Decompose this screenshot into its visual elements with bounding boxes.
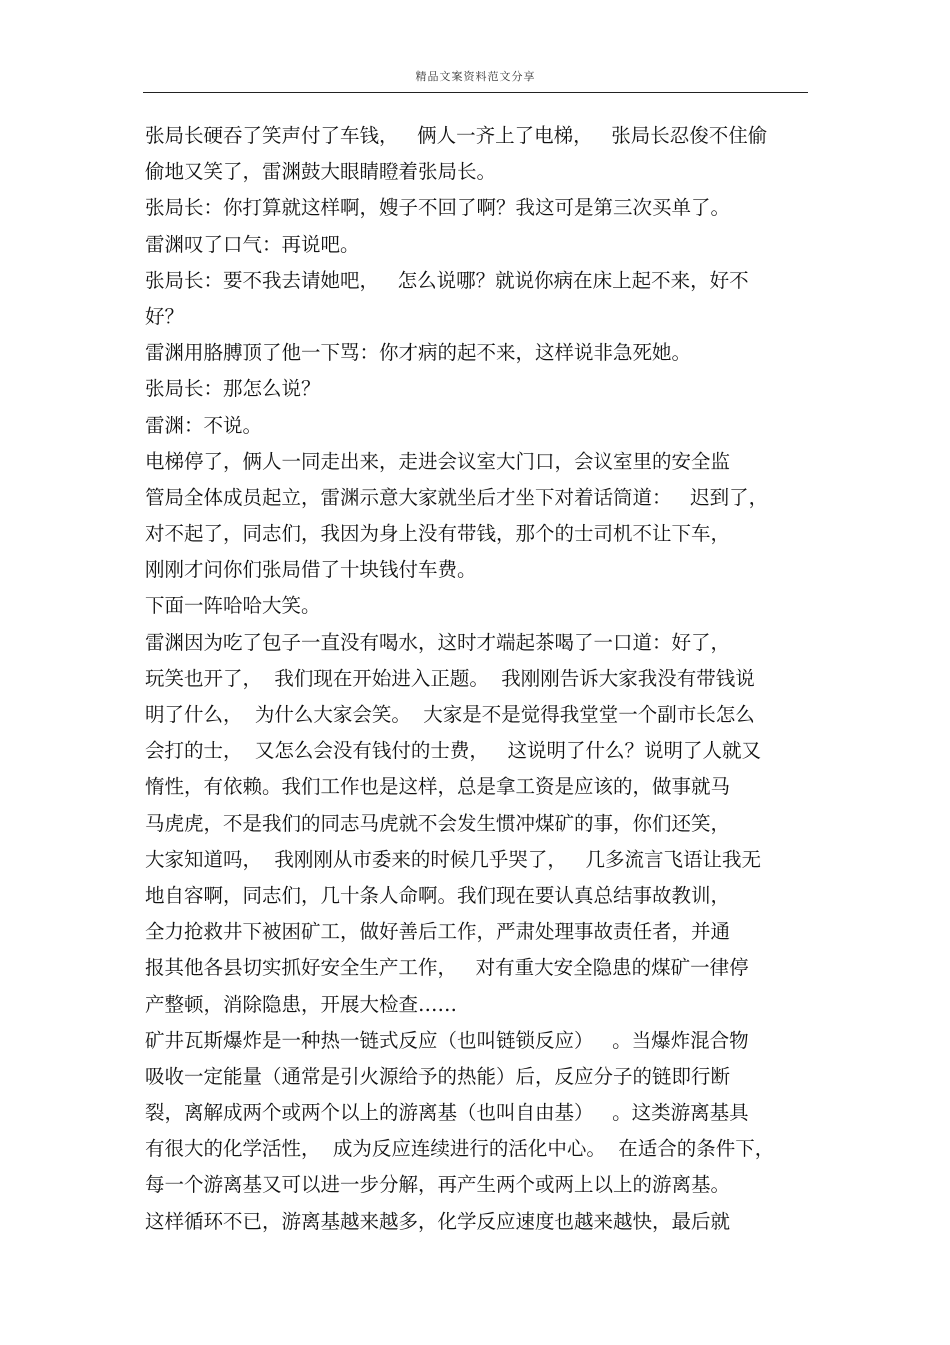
document-body	[145, 118, 810, 1240]
text-line: 雷渊叹了口气：再说吧。	[145, 232, 360, 256]
text-line: 好？	[145, 304, 185, 328]
text-line: 产整顿，消除隐患，开展大检查……	[145, 992, 458, 1016]
text-line: 明了什么， 为什么大家会笑。 大家是不是觉得我堂堂一个副市长怎么	[145, 703, 755, 726]
text-line: 矿井瓦斯爆炸是一种热一链式反应（也叫链锁反应） 。当爆炸混合物	[145, 1028, 749, 1052]
text-line: 张局长：你打算就这样啊，嫂子不回了啊？我这可是第三次买单了。	[145, 196, 731, 220]
text-line: 地自容啊，同志们，几十条人命啊。我们现在要认真总结事故教训，	[145, 883, 731, 907]
text-line: 全力抢救井下被困矿工，做好善后工作，严肃处理事故责任者，并通	[145, 920, 731, 944]
text-line: 吸收一定能量（通常是引火源给予的热能）后，反应分子的链即行断	[145, 1064, 731, 1088]
text-line: 刚刚才问你们张局借了十块钱付车费。	[145, 558, 477, 582]
text-line: 雷渊用胳膊顶了他一下骂：你才病的起不来，这样说非急死她。	[145, 341, 692, 365]
text-line: 玩笑也开了， 我们现在开始进入正题。 我刚刚告诉大家我没有带钱说	[145, 666, 755, 690]
text-line: 雷渊因为吃了包子一直没有喝水，这时才端起茶喝了一口道：好了，	[145, 630, 731, 654]
text-line: 报其他各县切实抓好安全生产工作， 对有重大安全隐患的煤矿一律停	[145, 956, 749, 980]
page-header	[143, 64, 808, 93]
text-line: 裂，离解成两个或两个以上的游离基（也叫自由基） 。这类游离基具	[145, 1101, 749, 1125]
text-line: 有很大的化学活性， 成为反应连续进行的活化中心。 在适合的条件下，	[145, 1137, 775, 1161]
text-line: 会打的士， 又怎么会没有钱付的士费， 这说明了什么？说明了人就又	[145, 739, 761, 763]
text-line: 惰性，有依赖。我们工作也是这样，总是拿工资是应该的，做事就马	[145, 775, 731, 799]
text-line: 每一个游离基又可以进一步分解，再产生两个或两上以上的游离基。	[145, 1173, 731, 1197]
text-line: 下面一阵哈哈大笑。	[145, 594, 321, 618]
text-line: 马虎虎，不是我们的同志马虎就不会发生惯冲煤矿的事，你们还笑，	[145, 811, 731, 835]
text-line: 雷渊：不说。	[145, 413, 263, 437]
text-line: 大家知道吗， 我刚刚从市委来的时候几乎哭了， 几多流言飞语让我无	[145, 847, 761, 871]
text-line: 管局全体成员起立，雷渊示意大家就坐后才坐下对着话筒道： 迟到了，	[145, 485, 769, 509]
text-line: 电梯停了，俩人一同走出来，走进会议室大门口，会议室里的安全监	[145, 449, 731, 473]
text-line: 张局长：那怎么说？	[145, 377, 321, 401]
header-title: 精品文案资料范文分享	[415, 70, 536, 83]
text-line: 张局长硬吞了笑声付了车钱， 俩人一齐上了电梯， 张局长忍俊不住偷	[145, 124, 768, 147]
text-line: 对不起了，同志们，我因为身上没有带钱，那个的士司机不让下车，	[145, 522, 731, 546]
text-line: 偷地又笑了，雷渊鼓大眼睛瞪着张局长。	[145, 160, 497, 184]
text-line: 张局长：要不我去请她吧， 怎么说哪？就说你病在床上起不来，好不	[145, 268, 749, 292]
text-line: 这样循环不已，游离基越来越多，化学反应速度也越来越快，最后就	[145, 1209, 731, 1233]
